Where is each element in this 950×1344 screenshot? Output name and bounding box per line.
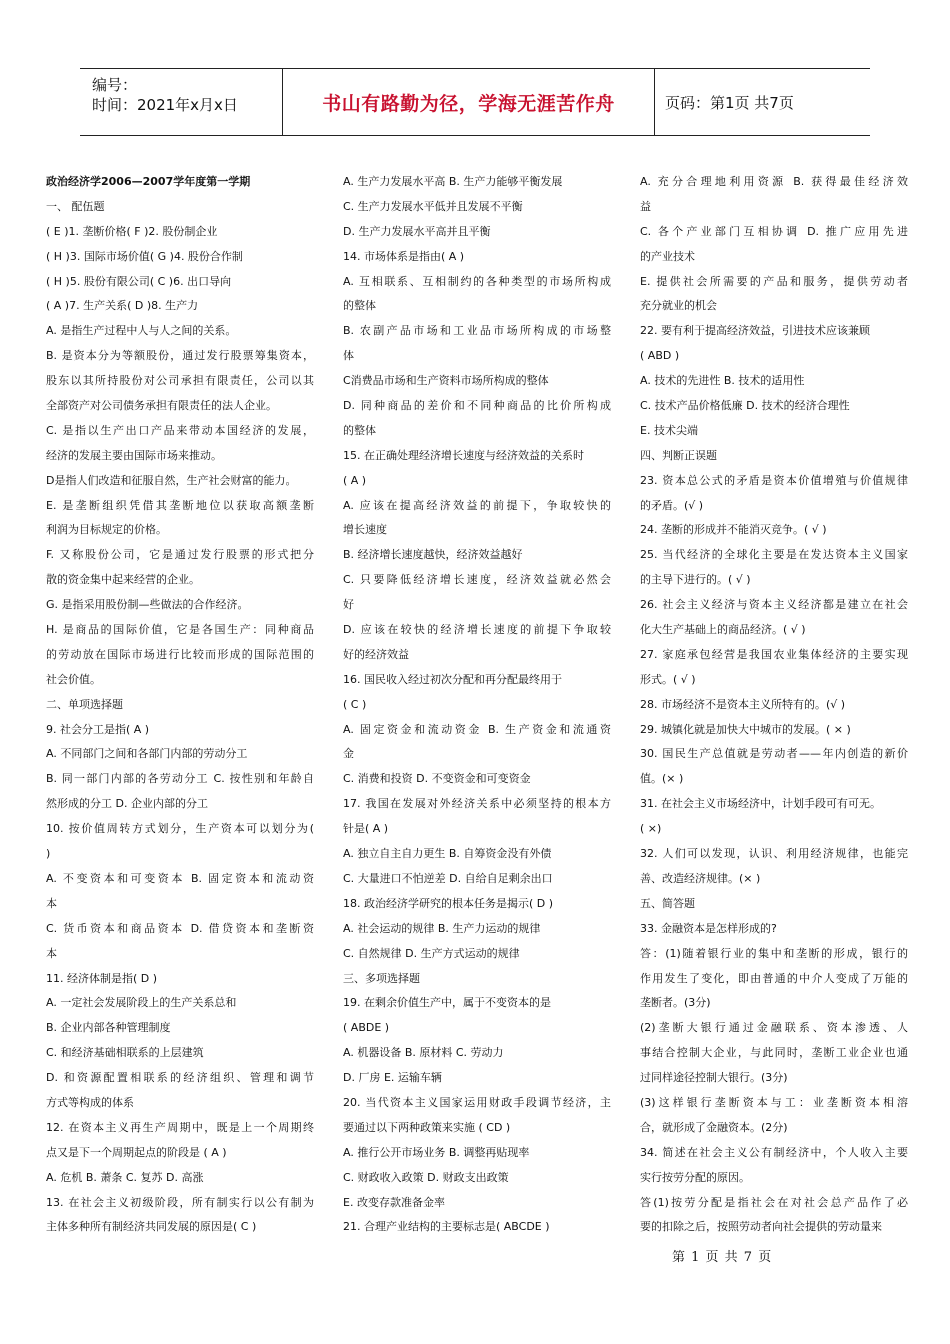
text-line: 合，就形成了金融资本。(2分)	[640, 1120, 788, 1134]
text-line: ( ×)	[640, 822, 662, 836]
text-line: 13. 在社会主义初级阶段，所有制实行以公有制为	[46, 1195, 314, 1209]
text-line: H. 是商品的国际价值，它是各国生产：同种商品	[46, 623, 314, 637]
text-line: ( H )3. 国际市场价值( G )4. 股份合作制	[46, 249, 243, 263]
text-line: 的整体	[343, 299, 376, 313]
header-meta	[80, 69, 282, 135]
document-date: 时间：2021年x月x日	[92, 96, 238, 114]
text-line: ( A )7. 生产关系( D )8. 生产力	[46, 299, 199, 313]
page-footer: 第 1 页 共 7 页	[672, 1250, 773, 1265]
text-line: E. 改变存款准备金率	[343, 1195, 445, 1209]
text-line: A. 充分合理地利用资源 B. 获得最佳经济效	[640, 175, 908, 188]
document-number-label: 编号：	[92, 76, 138, 94]
text-line: A. 推行公开市场业务 B. 调整再贴现率	[343, 1145, 530, 1159]
text-line: 30. 国民生产总值就是劳动者——年内创造的新价	[640, 747, 908, 761]
text-line: C. 是指以生产出口产品来带动本国经济的发展，	[46, 423, 314, 437]
text-line: A. 是指生产过程中人与人之间的关系。	[46, 324, 237, 338]
text-line: 29. 城镇化就是加快大中城市的发展。( × )	[640, 722, 851, 736]
text-line: A. 生产力发展水平高 B. 生产力能够平衡发展	[343, 175, 563, 188]
text-column-1	[46, 170, 314, 1240]
text-line: 金	[343, 747, 354, 761]
text-line: C. 只要降低经济增长速度，经济效益就必然会	[343, 573, 611, 587]
text-line: 三、多项选择题	[343, 971, 420, 985]
text-line: ( E )1. 垄断价格( F )2. 股份制企业	[46, 224, 218, 238]
text-line: B. 农副产品市场和工业品市场所构成的市场整	[343, 324, 611, 338]
text-line: D是指人们改造和征服自然，生产社会财富的能力。	[46, 473, 297, 487]
text-line: 27. 家庭承包经营是我国农业集体经济的主要实现	[640, 647, 908, 661]
text-line: 政治经济学2006—2007学年度第一学期	[46, 175, 251, 188]
text-line: 要通过以下两种政策来实施 ( CD )	[343, 1120, 511, 1134]
text-line: 16. 国民收入经过初次分配和再分配最终用于	[343, 672, 562, 686]
text-line: 实行按劳分配的原因。	[640, 1170, 750, 1184]
text-line: 垄断者。(3分)	[640, 996, 711, 1010]
text-line: 益	[640, 199, 651, 213]
text-line: C. 各个产业部门互相协调 D. 推广应用先进	[640, 224, 908, 238]
text-line: 22. 要有利于提高经济效益，引进技术应该兼顾	[640, 324, 870, 338]
text-line: A. 危机 B. 萧条 C. 复苏 D. 高涨	[46, 1170, 204, 1184]
text-line: 值。(× )	[640, 772, 684, 786]
text-line: A. 应该在提高经济效益的前提下，争取较快的	[343, 498, 611, 512]
page-header	[80, 68, 870, 136]
text-line: 11. 经济体制是指( D )	[46, 971, 158, 985]
text-line: 四、判断正误题	[640, 448, 717, 462]
text-line: 10. 按价值周转方式划分，生产资本可以划分为(	[46, 822, 314, 836]
text-line: 然形成的分工 D. 企业内部的分工	[46, 797, 208, 811]
text-line: C. 货币资本和商品资本 D. 借贷资本和垄断资	[46, 921, 314, 935]
text-line: 过同样途径控制大银行。(3分)	[640, 1071, 788, 1085]
text-line: 方式等构成的体系	[46, 1095, 134, 1109]
text-line: 24. 垄断的形成并不能消灭竞争。( √ )	[640, 523, 827, 537]
text-line: 化大生产基础上的商品经济。( √ )	[640, 623, 806, 637]
text-line: 18. 政治经济学研究的根本任务是揭示( D )	[343, 896, 554, 910]
text-line: (2)垄断大银行通过金融联系、资本渗透、人	[640, 1021, 908, 1035]
text-line: 增长速度	[343, 523, 387, 537]
text-line: 善、改造经济规律。(× )	[640, 871, 761, 885]
text-line: 全部资产对公司债务承担有限责任的法人企业。	[46, 399, 277, 413]
text-line: 12. 在资本主义再生产周期中，既是上一个周期终	[46, 1120, 314, 1134]
text-line: 17. 我国在发展对外经济关系中必须坚持的根本方	[343, 797, 611, 811]
text-line: 五、简答题	[640, 896, 695, 910]
text-line: G. 是指采用股份制—些做法的合作经济。	[46, 598, 249, 612]
text-line: ( ABD )	[640, 349, 680, 363]
text-line: A. 机器设备 B. 原材料 C. 劳动力	[343, 1046, 504, 1060]
text-line: 23. 资本总公式的矛盾是资本价值增殖与价值规律	[640, 473, 908, 487]
text-column-3	[640, 170, 908, 1240]
text-line: A. 互相联系、互相制约的各种类型的市场所构成	[343, 274, 611, 288]
text-line: ( H )5. 股份有限公司( C )6. 出口导向	[46, 274, 232, 288]
text-line: 事结合控制大企业，与此同时，垄断工业企业也通	[640, 1046, 908, 1060]
text-line: 的劳动放在国际市场进行比较而形成的国际范围的	[46, 647, 314, 661]
text-line: 的整体	[343, 423, 376, 437]
text-line: E. 技术尖端	[640, 423, 698, 437]
text-line: D. 同种商品的差价和不同种商品的比价所构成	[343, 399, 611, 413]
text-line: B. 是资本分为等额股份，通过发行股票筹集资本，	[46, 349, 314, 363]
text-line: 经济的发展主要由国际市场来推动。	[46, 448, 222, 462]
text-line: D. 生产力发展水平高并且平衡	[343, 224, 491, 238]
text-line: 本	[46, 896, 57, 910]
text-line: 31. 在社会主义市场经济中，计划手段可有可无。	[640, 797, 881, 811]
text-line: B. 企业内部各种管理制度	[46, 1021, 171, 1035]
text-line: 点又是下一个周期起点的阶段是 ( A )	[46, 1145, 227, 1159]
text-line: 14. 市场体系是指由( A )	[343, 249, 465, 263]
text-line: 好的经济效益	[343, 647, 409, 661]
text-line: 28. 市场经济不是资本主义所特有的。(√ )	[640, 697, 846, 711]
text-line: 9. 社会分工是指( A )	[46, 722, 150, 736]
text-line: C. 技术产品价格低廉 D. 技术的经济合理性	[640, 399, 850, 413]
text-line: A. 固定资金和流动资金 B. 生产资金和流通资	[343, 722, 611, 736]
text-column-2	[343, 170, 611, 1240]
text-line: C. 大量进口不怕逆差 D. 自给自足剩余出口	[343, 871, 553, 885]
text-line: B. 经济增长速度越快，经济效益越好	[343, 548, 523, 562]
text-line: 的产业技术	[640, 249, 695, 263]
text-line: A. 一定社会发展阶段上的生产关系总和	[46, 996, 237, 1010]
text-line: A. 不变资本和可变资本 B. 固定资本和流动资	[46, 871, 314, 885]
text-line: 25. 当代经济的全球化主要是在发达资本主义国家	[640, 548, 908, 562]
text-line: 一、 配伍题	[46, 199, 105, 213]
text-line: 好	[343, 598, 354, 612]
header-page-number: 页码：第1页 共7页	[665, 93, 794, 112]
text-line: C. 生产力发展水平低并且发展不平衡	[343, 199, 523, 213]
text-line: C. 和经济基础相联系的上层建筑	[46, 1046, 204, 1060]
text-line: B. 同一部门内部的各劳动分工 C. 按性别和年龄自	[46, 772, 314, 786]
text-line: 散的资金集中起来经营的企业。	[46, 573, 200, 587]
text-line: 26. 社会主义经济与资本主义经济都是建立在社会	[640, 598, 908, 612]
text-line: 利润为目标规定的价格。	[46, 523, 167, 537]
text-line: D. 和资源配置相联系的经济组织、管理和调节	[46, 1071, 314, 1085]
text-line: 充分就业的机会	[640, 299, 717, 313]
text-line: 作用发生了变化，即由普通的中介人变成了万能的	[640, 971, 908, 985]
text-line: 15. 在正确处理经济增长速度与经济效益的关系时	[343, 448, 584, 462]
header-motto: 书山有路勤为径，学海无涯苦作舟	[282, 69, 655, 135]
text-line: F. 又称股份公司，它是通过发行股票的形式把分	[46, 548, 314, 562]
text-line: 20. 当代资本主义国家运用财政手段调节经济，主	[343, 1095, 611, 1109]
text-line: 的矛盾。(√ )	[640, 498, 704, 512]
text-line: 答：(1)随着银行业的集中和垄断的形成，银行的	[640, 946, 908, 960]
text-line: )	[46, 847, 51, 861]
text-line: 21. 合理产业结构的主要标志是( ABCDE )	[343, 1220, 550, 1234]
text-line: D. 应该在较快的经济增长速度的前提下争取较	[343, 623, 611, 637]
text-line: A. 技术的先进性 B. 技术的适用性	[640, 374, 805, 388]
text-line: A. 不同部门之间和各部门内部的劳动分工	[46, 747, 248, 761]
text-line: C. 财政收入政策 D. 财政支出政策	[343, 1170, 509, 1184]
text-line: 32. 人们可以发现，认识、利用经济规律，也能完	[640, 847, 908, 861]
text-line: C. 消费和投资 D. 不变资金和可变资金	[343, 772, 531, 786]
text-line: 股东以其所持股份对公司承担有限责任，公司以其	[46, 374, 314, 388]
text-line: 33. 金融资本是怎样形成的?	[640, 921, 777, 935]
text-line: ( A )	[343, 473, 367, 487]
text-line: (3)这样银行垄断资本与工：业垄断资本相溶	[640, 1095, 908, 1109]
text-line: 形式。( √ )	[640, 672, 696, 686]
text-line: E. 提供社会所需要的产品和服务，提供劳动者	[640, 274, 908, 288]
text-line: 本	[46, 946, 57, 960]
text-line: 34. 简述在社会主义公有制经济中，个人收入主要	[640, 1145, 908, 1159]
text-line: 主体多种所有制经济共同发展的原因是( C )	[46, 1220, 257, 1234]
text-line: ( C )	[343, 697, 367, 711]
text-line: 要的扣除之后，按照劳动者向社会提供的劳动量来	[640, 1220, 882, 1234]
text-line: A. 独立自主自力更生 B. 自筹资金没有外债	[343, 847, 552, 861]
text-line: C消费品市场和生产资料市场所构成的整体	[343, 374, 549, 388]
text-line: 社会价值。	[46, 672, 101, 686]
text-line: 答(1)按劳分配是指社会在对社会总产品作了必	[640, 1195, 908, 1209]
text-line: C. 自然规律 D. 生产方式运动的规律	[343, 946, 520, 960]
text-line: D. 厂房 E. 运输车辆	[343, 1071, 442, 1085]
text-line: 19. 在剩余价值生产中，属于不变资本的是	[343, 996, 551, 1010]
text-line: A. 社会运动的规律 B. 生产力运动的规律	[343, 921, 541, 935]
text-line: ( ABDE )	[343, 1021, 390, 1035]
text-line: 针是( A )	[343, 822, 389, 836]
text-line: 的主导下进行的。( √ )	[640, 573, 751, 587]
text-line: 二、单项选择题	[46, 697, 123, 711]
text-line: E. 是垄断组织凭借其垄断地位以获取高额垄断	[46, 498, 314, 512]
text-line: 体	[343, 349, 354, 363]
